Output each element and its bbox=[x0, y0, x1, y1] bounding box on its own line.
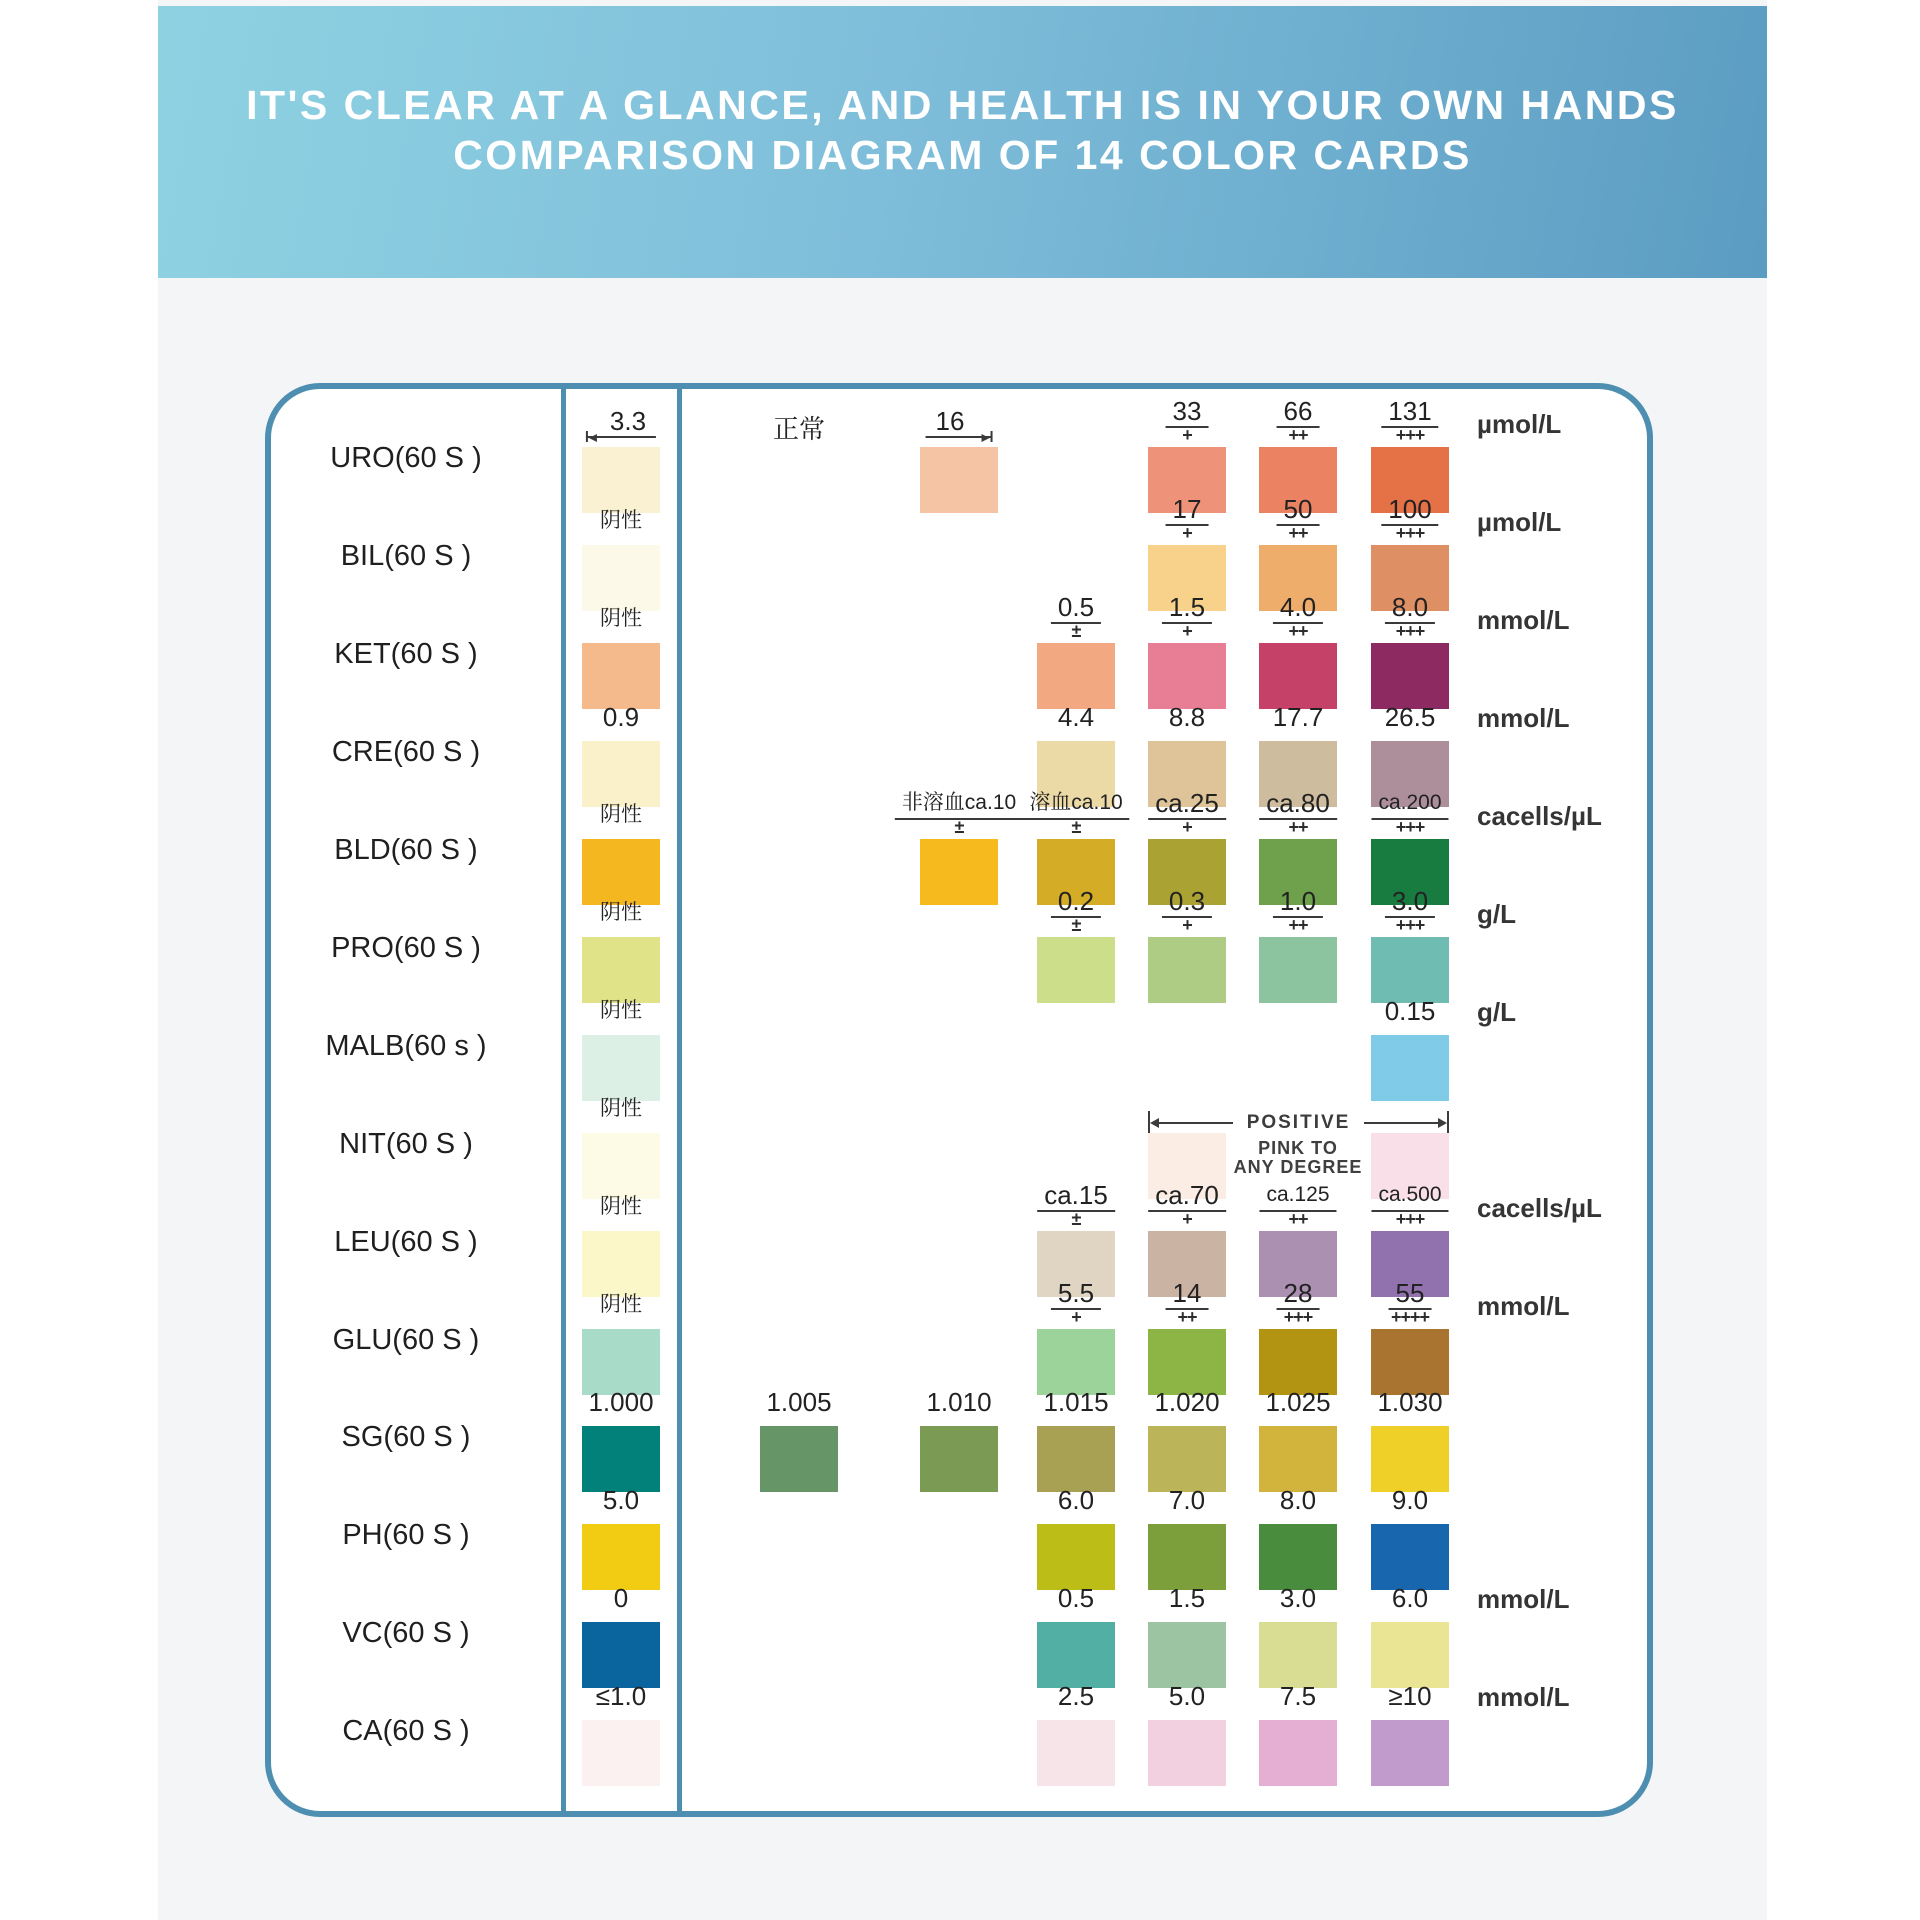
strip-label bbox=[600, 1169, 642, 1227]
marks-label: +++ bbox=[1395, 1209, 1425, 1229]
strip-label bbox=[600, 1071, 642, 1129]
value-text: 0.3 bbox=[1162, 886, 1212, 918]
marks-label: ++ bbox=[1288, 523, 1308, 543]
value-text: 3.3 bbox=[586, 406, 656, 438]
value-label bbox=[1169, 1560, 1205, 1618]
value-label bbox=[926, 1364, 991, 1422]
arrowhead-right-icon bbox=[1438, 1118, 1447, 1128]
strip-label bbox=[596, 1658, 646, 1716]
value-text: 1.015 bbox=[1043, 1387, 1109, 1417]
value-label bbox=[1022, 777, 1129, 835]
value-label bbox=[1377, 1364, 1442, 1422]
marks-label: ++ bbox=[1288, 425, 1308, 445]
strip-label bbox=[603, 679, 639, 737]
value-label bbox=[1162, 581, 1212, 639]
value-label bbox=[1381, 483, 1438, 541]
value-text: 溶血ca.10 bbox=[1022, 788, 1129, 820]
swatch bbox=[1259, 1720, 1337, 1786]
value-text: 9.0 bbox=[1391, 1485, 1429, 1515]
marks-label: ++ bbox=[1288, 621, 1308, 641]
marks-label: +++ bbox=[1395, 915, 1425, 935]
value-label bbox=[1058, 679, 1094, 737]
test-name-label: SG(60 S ) bbox=[341, 1421, 471, 1453]
marks-label: + bbox=[1071, 1307, 1081, 1327]
marks-label: + bbox=[1182, 425, 1192, 445]
value-label bbox=[1058, 1658, 1094, 1716]
value-text: 阴性 bbox=[600, 999, 642, 1022]
value-label bbox=[1385, 679, 1436, 737]
value-text: 阴性 bbox=[600, 509, 642, 532]
divider-line-left bbox=[561, 389, 566, 1811]
unit-label: mmol/L bbox=[1477, 1682, 1570, 1712]
unit-label: cacells/µL bbox=[1477, 801, 1602, 831]
value-label bbox=[1166, 385, 1209, 443]
value-text: 8.0 bbox=[1385, 592, 1435, 624]
value-label bbox=[1371, 1169, 1448, 1227]
value-label bbox=[1273, 875, 1323, 933]
unit-label: g/L bbox=[1477, 997, 1516, 1027]
value-text: ca.200 bbox=[1371, 788, 1448, 820]
marks-label: +++ bbox=[1395, 425, 1425, 445]
value-text: 0 bbox=[613, 1583, 629, 1613]
value-text: 6.0 bbox=[1391, 1583, 1429, 1613]
value-text: 3.0 bbox=[1385, 886, 1435, 918]
value-text: 1.0 bbox=[1273, 886, 1323, 918]
value-text: ca.15 bbox=[1037, 1180, 1115, 1212]
value-text: 50 bbox=[1277, 494, 1320, 526]
marks-label: ++ bbox=[1288, 817, 1308, 837]
value-text: 6.0 bbox=[1057, 1485, 1095, 1515]
normal-label: 正常 bbox=[772, 414, 825, 444]
value-text: ca.25 bbox=[1148, 788, 1226, 820]
test-name-label: BLD(60 S ) bbox=[334, 834, 478, 866]
value-text: 阴性 bbox=[600, 607, 642, 630]
value-text: 55 bbox=[1389, 1278, 1432, 1310]
value-label bbox=[1371, 777, 1448, 835]
swatch bbox=[1371, 1035, 1449, 1101]
marks-label: +++ bbox=[1395, 817, 1425, 837]
marks-label: ± bbox=[954, 817, 964, 837]
bracket-line bbox=[1364, 1122, 1438, 1124]
value-text: 1.005 bbox=[766, 1387, 832, 1417]
strip-label bbox=[600, 1267, 642, 1325]
value-label bbox=[1037, 1169, 1115, 1227]
value-label bbox=[1051, 875, 1101, 933]
strip-label bbox=[586, 385, 656, 443]
bracket-line bbox=[1159, 1122, 1233, 1124]
marks-label: + bbox=[1182, 523, 1192, 543]
value-label bbox=[1058, 1462, 1094, 1520]
marks-label: ++++ bbox=[1390, 1307, 1430, 1327]
value-text: 阴性 bbox=[600, 901, 642, 924]
value-text: 0.5 bbox=[1051, 592, 1101, 624]
value-text: 17 bbox=[1166, 494, 1209, 526]
divider-line-right bbox=[677, 389, 682, 1811]
swatch bbox=[760, 1426, 838, 1492]
value-label bbox=[1169, 1462, 1205, 1520]
marks-label: + bbox=[1182, 1209, 1192, 1229]
value-label bbox=[1280, 1462, 1316, 1520]
unit-label: mmol/L bbox=[1477, 703, 1570, 733]
test-name-label: PRO(60 S ) bbox=[331, 932, 481, 964]
unit-label: cacells/µL bbox=[1477, 1193, 1602, 1223]
value-text: 14 bbox=[1166, 1278, 1209, 1310]
value-text: 7.5 bbox=[1279, 1681, 1317, 1711]
value-text: 1.010 bbox=[926, 1387, 992, 1417]
value-text: 8.0 bbox=[1279, 1485, 1317, 1515]
value-label bbox=[1148, 777, 1226, 835]
value-text: 4.4 bbox=[1057, 702, 1095, 732]
unit-label: g/L bbox=[1477, 899, 1516, 929]
value-text: 7.0 bbox=[1168, 1485, 1206, 1515]
swatch bbox=[1259, 937, 1337, 1003]
test-name-label: NIT(60 S ) bbox=[339, 1128, 473, 1160]
unit-label: µmol/L bbox=[1477, 409, 1562, 439]
value-text: 0.2 bbox=[1051, 886, 1101, 918]
value-text: 16 bbox=[926, 406, 993, 438]
value-text: 28 bbox=[1277, 1278, 1320, 1310]
value-label bbox=[1154, 1364, 1219, 1422]
value-text: ≤1.0 bbox=[595, 1681, 647, 1711]
strip-swatch bbox=[582, 1720, 660, 1786]
value-text: ca.80 bbox=[1259, 788, 1337, 820]
unit-label: mmol/L bbox=[1477, 1584, 1570, 1614]
value-text: 0.5 bbox=[1057, 1583, 1095, 1613]
bracket-note: PINK TO ANY DEGREE bbox=[1233, 1138, 1363, 1177]
value-text: ≥10 bbox=[1388, 1681, 1432, 1711]
value-label bbox=[1273, 679, 1324, 737]
value-text: 0.9 bbox=[602, 702, 640, 732]
strip-label bbox=[600, 973, 642, 1031]
test-name-label: KET(60 S ) bbox=[334, 638, 478, 670]
value-label bbox=[1280, 1560, 1316, 1618]
value-label bbox=[1259, 777, 1337, 835]
value-text: 1.030 bbox=[1377, 1387, 1443, 1417]
value-label bbox=[1259, 1169, 1336, 1227]
marks-label: ± bbox=[1071, 1209, 1081, 1229]
marks-label: + bbox=[1182, 915, 1192, 935]
marks-label: ± bbox=[1071, 817, 1081, 837]
value-label bbox=[1277, 483, 1320, 541]
strip-label bbox=[600, 483, 642, 541]
value-label bbox=[1043, 1364, 1108, 1422]
test-name-label: GLU(60 S ) bbox=[332, 1324, 480, 1356]
test-name-label: LEU(60 S ) bbox=[334, 1226, 478, 1258]
value-label bbox=[1169, 1658, 1205, 1716]
marks-label: ++ bbox=[1288, 915, 1308, 935]
value-text: 5.5 bbox=[1051, 1278, 1101, 1310]
strip-label bbox=[600, 581, 642, 639]
value-label bbox=[1392, 1462, 1428, 1520]
swatch bbox=[1148, 1720, 1226, 1786]
value-label bbox=[1051, 1267, 1101, 1325]
arrowhead-left-icon bbox=[1150, 1118, 1159, 1128]
swatch bbox=[1037, 937, 1115, 1003]
value-label bbox=[1388, 1658, 1431, 1716]
value-text: 4.0 bbox=[1273, 592, 1323, 624]
value-label bbox=[1273, 581, 1323, 639]
value-text: 66 bbox=[1277, 396, 1320, 428]
value-label bbox=[1385, 973, 1436, 1031]
strip-label bbox=[600, 875, 642, 933]
value-text: 阴性 bbox=[600, 803, 642, 826]
value-label bbox=[1385, 875, 1435, 933]
marks-label: + bbox=[1182, 621, 1192, 641]
value-text: 阴性 bbox=[600, 1293, 642, 1316]
value-text: 33 bbox=[1166, 396, 1209, 428]
value-text: ca.70 bbox=[1148, 1180, 1226, 1212]
value-label bbox=[1166, 1267, 1209, 1325]
marks-label: +++ bbox=[1283, 1307, 1313, 1327]
value-text: 5.0 bbox=[1168, 1681, 1206, 1711]
marks-label: ± bbox=[1071, 621, 1081, 641]
strip-label bbox=[588, 1364, 653, 1422]
marks-label: ++ bbox=[1288, 1209, 1308, 1229]
test-name-label: VC(60 S ) bbox=[342, 1617, 470, 1649]
value-text: 非溶血ca.10 bbox=[895, 788, 1023, 820]
test-name-label: MALB(60 s ) bbox=[325, 1030, 487, 1062]
swatch bbox=[920, 447, 998, 513]
value-label bbox=[1148, 1169, 1226, 1227]
value-label bbox=[1280, 1658, 1316, 1716]
value-label bbox=[1162, 875, 1212, 933]
value-text: ca.125 bbox=[1259, 1180, 1336, 1212]
value-label bbox=[1166, 483, 1209, 541]
marks-label: + bbox=[1182, 817, 1192, 837]
value-label bbox=[1169, 679, 1205, 737]
value-text: 17.7 bbox=[1272, 702, 1324, 732]
value-text: 1.5 bbox=[1162, 592, 1212, 624]
value-text: 2.5 bbox=[1057, 1681, 1095, 1711]
swatch bbox=[1037, 1720, 1115, 1786]
test-name-label: CRE(60 S ) bbox=[331, 736, 481, 768]
unit-label: mmol/L bbox=[1477, 1291, 1570, 1321]
value-text: ca.500 bbox=[1371, 1180, 1448, 1212]
test-name-label: CA(60 S ) bbox=[342, 1715, 470, 1747]
value-label bbox=[766, 1364, 831, 1422]
swatch bbox=[920, 1426, 998, 1492]
value-label bbox=[926, 385, 993, 443]
test-name-label: PH(60 S ) bbox=[342, 1519, 470, 1551]
unit-label: µmol/L bbox=[1477, 507, 1562, 537]
banner-title-line1: IT'S CLEAR AT A GLANCE, AND HEALTH IS IN YOUR OWN HANDS bbox=[246, 82, 1679, 128]
value-text: 阴性 bbox=[600, 1097, 642, 1120]
value-text: 131 bbox=[1381, 396, 1438, 428]
value-label bbox=[1389, 1267, 1432, 1325]
speckled-swatch bbox=[920, 839, 998, 905]
value-label bbox=[1277, 1267, 1320, 1325]
swatch bbox=[1148, 937, 1226, 1003]
value-label bbox=[1058, 1560, 1094, 1618]
value-text: 5.0 bbox=[602, 1485, 640, 1515]
value-label bbox=[1385, 581, 1435, 639]
value-text: 1.020 bbox=[1154, 1387, 1220, 1417]
swatch bbox=[1371, 1720, 1449, 1786]
strip-label bbox=[614, 1560, 628, 1618]
value-text: 100 bbox=[1381, 494, 1438, 526]
value-text: 26.5 bbox=[1384, 702, 1436, 732]
value-label bbox=[1265, 1364, 1330, 1422]
marks-label: ± bbox=[1071, 915, 1081, 935]
strip-label bbox=[603, 1462, 639, 1520]
test-name-label: URO(60 S ) bbox=[330, 442, 482, 474]
value-label bbox=[1277, 385, 1320, 443]
value-label bbox=[1051, 581, 1101, 639]
value-text: 1.5 bbox=[1168, 1583, 1206, 1613]
strip-label bbox=[600, 777, 642, 835]
positive-text: POSITIVE bbox=[1246, 1112, 1351, 1133]
positive-bracket bbox=[1148, 1111, 1449, 1135]
test-name-label: BIL(60 S ) bbox=[340, 540, 472, 572]
marks-label: +++ bbox=[1395, 523, 1425, 543]
value-text: 1.000 bbox=[588, 1387, 654, 1417]
value-label bbox=[1392, 1560, 1428, 1618]
value-label bbox=[895, 777, 1023, 835]
marks-label: +++ bbox=[1395, 621, 1425, 641]
value-text: 0.15 bbox=[1384, 996, 1436, 1026]
banner bbox=[158, 6, 1767, 278]
value-text: 阴性 bbox=[600, 1195, 642, 1218]
value-label bbox=[1381, 385, 1438, 443]
value-text: 1.025 bbox=[1265, 1387, 1331, 1417]
unit-label: mmol/L bbox=[1477, 605, 1570, 635]
banner-title-line2: COMPARISON DIAGRAM OF 14 COLOR CARDS bbox=[453, 132, 1472, 178]
value-text: 3.0 bbox=[1279, 1583, 1317, 1613]
marks-label: ++ bbox=[1177, 1307, 1197, 1327]
value-text: 8.8 bbox=[1168, 702, 1206, 732]
